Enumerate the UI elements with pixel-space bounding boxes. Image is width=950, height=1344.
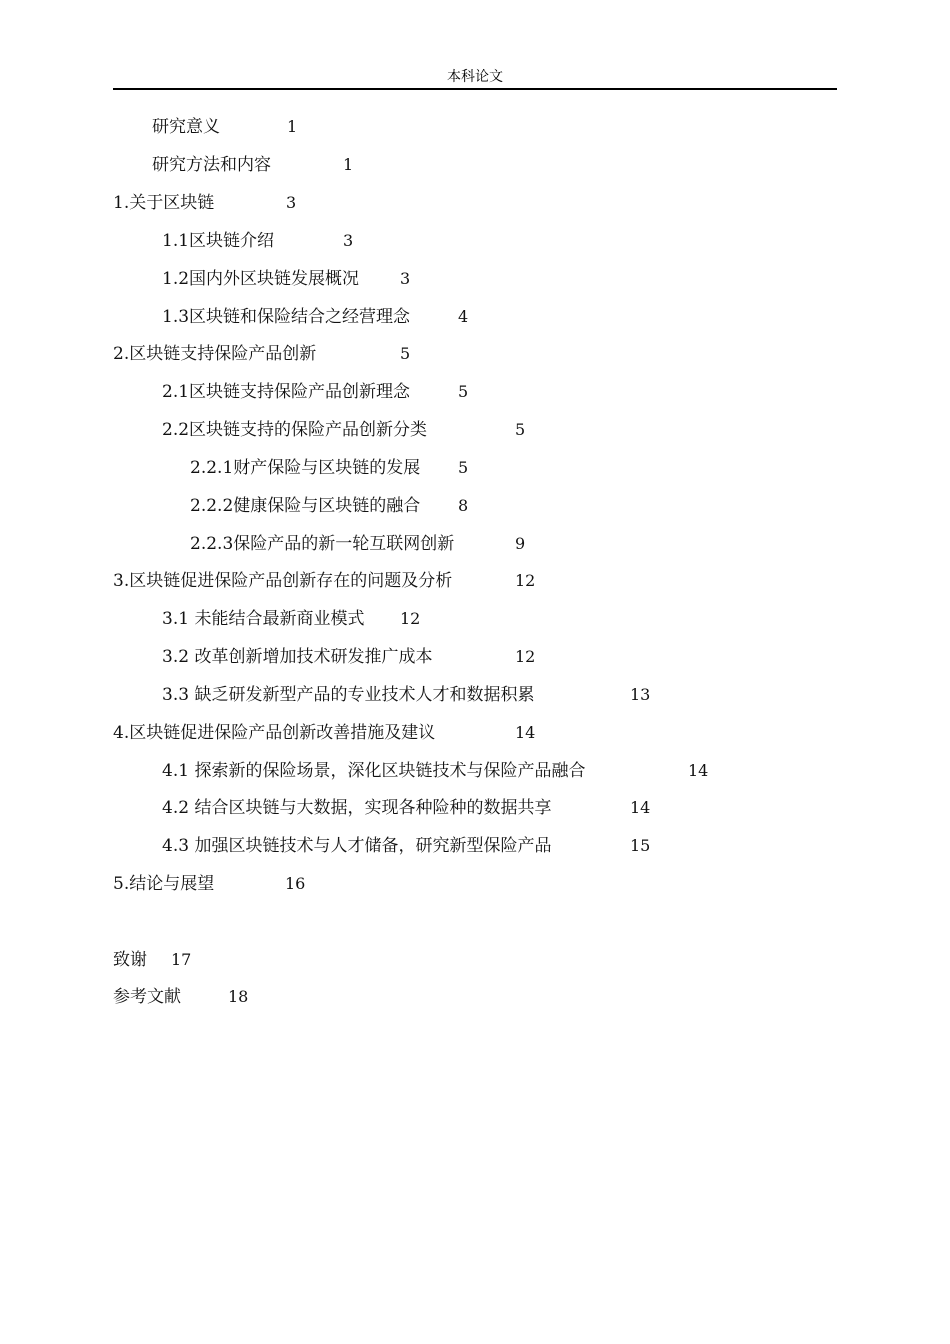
toc-entry-page: 3 [343, 231, 354, 250]
page-header-title: 本科论文 [447, 69, 503, 85]
toc-entry-title: 4.区块链促进保险产品创新改善措施及建议 [113, 723, 436, 743]
toc-entry-page: 14 [630, 798, 651, 817]
toc-entry-page: 5 [400, 344, 411, 363]
toc-entry-page: 4 [458, 307, 469, 326]
toc-entry-page: 5 [458, 458, 469, 477]
toc-entry-page: 3 [400, 269, 411, 288]
toc-entry-page: 18 [228, 987, 249, 1006]
toc-entry-title: 1.2国内外区块链发展概况 [162, 269, 360, 289]
toc-entry-title: 2.区块链支持保险产品创新 [113, 344, 317, 364]
toc-entry-title: 4.1 探索新的保险场景，深化区块链技术与保险产品融合 [162, 761, 586, 781]
toc-entry-title: 致谢 [113, 950, 147, 970]
toc-entry-page: 14 [688, 761, 709, 780]
toc-entry-page: 12 [515, 647, 536, 666]
toc-entry-title: 2.2.2健康保险与区块链的融合 [190, 496, 421, 516]
toc-entry-title: 3.3 缺乏研发新型产品的专业技术人才和数据积累 [162, 685, 535, 705]
toc-entry-page: 9 [515, 534, 526, 553]
toc-entry-title: 3.2 改革创新增加技术研发推广成本 [162, 647, 433, 667]
toc-entry-title: 3.1 未能结合最新商业模式 [162, 609, 365, 629]
toc-entry-title: 2.2.1财产保险与区块链的发展 [190, 458, 421, 478]
toc-entry-page: 12 [515, 571, 536, 590]
toc-entry-title: 1.3区块链和保险结合之经营理念 [162, 307, 411, 327]
toc-entry-page: 13 [630, 685, 651, 704]
toc-entry-title: 2.2区块链支持的保险产品创新分类 [162, 420, 428, 440]
toc-entry-title: 3.区块链促进保险产品创新存在的问题及分析 [113, 571, 453, 591]
toc-entry-page: 15 [630, 836, 651, 855]
toc-entry-title: 1.1区块链介绍 [162, 231, 275, 251]
toc-entry-page: 8 [458, 496, 469, 515]
toc-entry-title: 4.2 结合区块链与大数据，实现各种险种的数据共享 [162, 798, 552, 818]
toc-entry-page: 12 [400, 609, 421, 628]
toc-entry-title: 5.结论与展望 [113, 874, 215, 894]
header-divider [113, 88, 837, 90]
toc-entry-title: 2.2.3保险产品的新一轮互联网创新 [190, 534, 455, 554]
toc-entry-title: 1.关于区块链 [113, 193, 215, 213]
toc-entry-page: 5 [458, 382, 469, 401]
toc-entry-page: 17 [171, 950, 192, 969]
toc-entry-title: 研究意义 [152, 117, 220, 137]
toc-entry-page: 3 [286, 193, 297, 212]
toc-entry-page: 5 [515, 420, 526, 439]
toc-entry-page: 14 [515, 723, 536, 742]
toc-entry-title: 4.3 加强区块链技术与人才储备，研究新型保险产品 [162, 836, 552, 856]
toc-entry-page: 1 [343, 155, 354, 174]
toc-entry-title: 参考文献 [113, 987, 181, 1007]
toc-entry-title: 2.1区块链支持保险产品创新理念 [162, 382, 411, 402]
toc-entry-title: 研究方法和内容 [152, 155, 271, 175]
toc-entry-page: 16 [285, 874, 306, 893]
toc-entry-page: 1 [287, 117, 298, 136]
